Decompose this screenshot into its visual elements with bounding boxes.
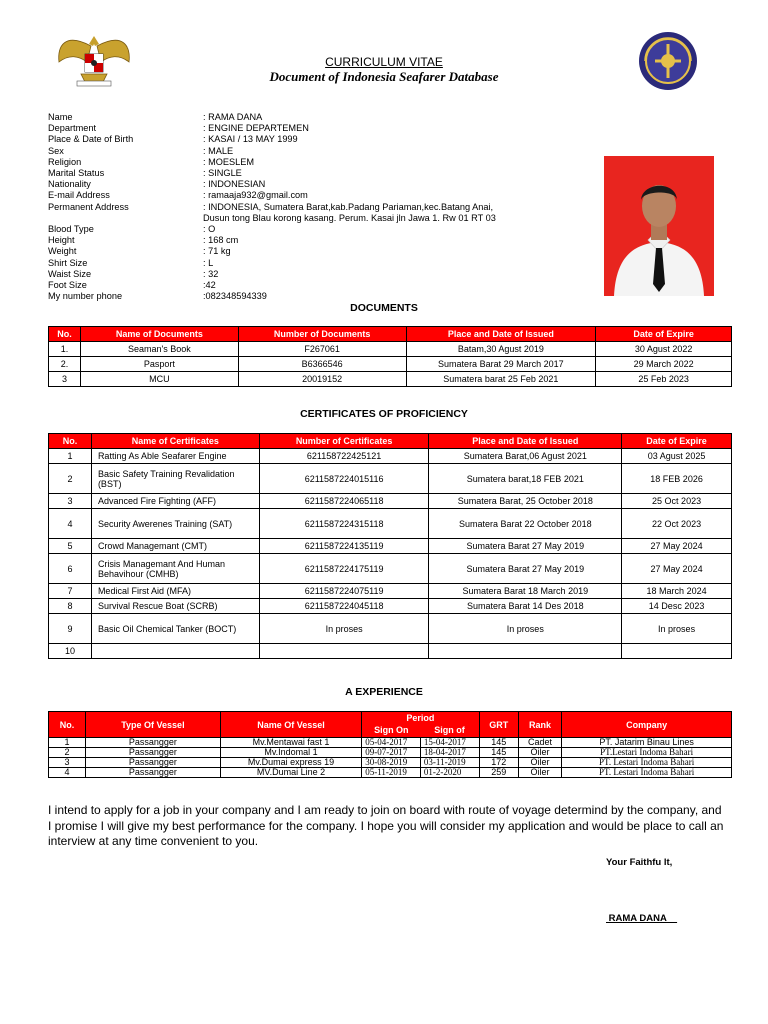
info-label: Religion: [48, 156, 82, 167]
info-value: : INDONESIAN: [203, 179, 266, 190]
cert-cell: In proses: [429, 614, 622, 644]
cert-cell: 27 May 2024: [622, 554, 732, 584]
table-row: [49, 509, 732, 539]
exp-cell: Passangger: [85, 768, 220, 778]
info-label: Permanent Address: [48, 201, 129, 212]
doc-col-3: Place and Date of Issued: [406, 327, 596, 342]
cert-cell: Sumatera Barat,06 Agust 2021: [429, 449, 622, 464]
experience-table: [48, 711, 732, 778]
info-label: My number phone: [48, 291, 123, 302]
table-row: [49, 372, 732, 387]
cert-col-0: No.: [49, 434, 92, 449]
doc-cell: 30 Agust 2022: [596, 342, 732, 357]
cert-col-2: Number of Certificates: [259, 434, 429, 449]
doc-cell: 29 March 2022: [596, 357, 732, 372]
info-label: Name: [48, 112, 73, 122]
exp-cell: Oiler: [518, 748, 562, 758]
info-row: [48, 134, 496, 145]
info-value: : L: [203, 257, 214, 268]
cert-cell: 03 Agust 2025: [622, 449, 732, 464]
info-label: Blood Type: [48, 224, 94, 235]
info-value: : MALE: [203, 145, 234, 156]
table-row: [49, 614, 732, 644]
cert-cell: 621158722425121: [259, 449, 429, 464]
info-label: Nationality: [48, 179, 91, 190]
info-row: [48, 258, 496, 269]
cert-cell: 27 May 2024: [622, 539, 732, 554]
info-label: [48, 213, 203, 224]
cert-cell: 10: [49, 644, 92, 659]
exp-col-sign-on: Sign On: [362, 723, 421, 738]
exp-col-type: Type Of Vessel: [85, 712, 220, 738]
info-label: Shirt Size: [48, 257, 88, 268]
doc-cell: MCU: [80, 372, 238, 387]
table-row: [49, 357, 732, 372]
doc-col-0: No.: [49, 327, 81, 342]
info-value: : MOESLEM: [203, 156, 255, 167]
exp-cell: PT. Lestari Indoma Bahari: [562, 768, 732, 778]
exp-col-grt: GRT: [479, 712, 518, 738]
doc-cell: Sumatera barat 25 Feb 2021: [406, 372, 596, 387]
info-label: Waist Size: [48, 268, 92, 279]
exp-cell: Cadet: [518, 738, 562, 748]
doc-cell: Batam,30 Agust 2019: [406, 342, 596, 357]
experience-heading: A EXPERIENCE: [345, 686, 423, 698]
doc-cell: F267061: [238, 342, 406, 357]
cert-cell: 6: [49, 554, 92, 584]
cert-cell: Sumatera Barat 14 Des 2018: [429, 599, 622, 614]
exp-cell: Oiler: [518, 768, 562, 778]
info-row: [48, 123, 496, 134]
cert-cell: 8: [49, 599, 92, 614]
cert-cell: 14 Desc 2023: [622, 599, 732, 614]
doc-cell: 20019152: [238, 372, 406, 387]
table-row: [49, 464, 732, 494]
cert-cell: Survival Rescue Boat (SCRB): [91, 599, 259, 614]
cert-cell: 25 Oct 2023: [622, 494, 732, 509]
cert-cell: Security Awerenes Training (SAT): [91, 509, 259, 539]
cert-cell: In proses: [259, 614, 429, 644]
info-label: Weight: [48, 246, 77, 257]
info-value: : ramaaja932@gmail.com: [203, 190, 308, 201]
exp-cell: MV.Dumai Line 2: [220, 768, 361, 778]
exp-cell: 18-04-2017: [420, 748, 479, 758]
info-label: Height: [48, 235, 75, 246]
exp-cell: Passangger: [85, 758, 220, 768]
cert-cell: Crisis Managemant And Human Behavihour (CMHB): [91, 554, 259, 584]
info-row: [48, 269, 496, 280]
document-subtitle: Document of Indonesia Seafarer Database: [269, 69, 499, 84]
cert-cell: 7: [49, 584, 92, 599]
doc-col-1: Name of Documents: [80, 327, 238, 342]
table-row: [49, 584, 732, 599]
table-row: [49, 738, 732, 748]
cert-cell: Sumatera Barat 27 May 2019: [429, 554, 622, 584]
cert-cell: 4: [49, 509, 92, 539]
doc-cell: Pasport: [80, 357, 238, 372]
cert-cell: 6211587224135119: [259, 539, 429, 554]
cert-cell: Advanced Fire Fighting (AFF): [91, 494, 259, 509]
cert-cell: Basic Safety Training Revalidation (BST): [91, 464, 259, 494]
info-row: [48, 280, 496, 291]
doc-col-2: Number of Documents: [238, 327, 406, 342]
info-value: : 32: [203, 268, 219, 279]
exp-cell: 3: [49, 758, 86, 768]
cert-cell: 6211587224315118: [259, 509, 429, 539]
info-value: : INDONESIA, Sumatera Barat,kab.Padang Pariaman,kec.Batang Anai,: [203, 201, 494, 212]
cert-cell: 18 FEB 2026: [622, 464, 732, 494]
cert-cell: [91, 644, 259, 659]
exp-cell: 145: [479, 748, 518, 758]
info-row: [48, 190, 496, 201]
table-row: [49, 748, 732, 758]
info-value: : 71 kg: [203, 246, 231, 257]
doc-cell: Seaman's Book: [80, 342, 238, 357]
cert-cell: 22 Oct 2023: [622, 509, 732, 539]
cert-cell: [429, 644, 622, 659]
cert-col-4: Date of Expire: [622, 434, 732, 449]
cert-cell: 1: [49, 449, 92, 464]
exp-cell: Passangger: [85, 748, 220, 758]
exp-cell: PT.Lestari Indoma Bahari: [562, 748, 732, 758]
info-row: [48, 112, 496, 123]
cert-cell: [622, 644, 732, 659]
cert-cell: 2: [49, 464, 92, 494]
exp-col-rank: Rank: [518, 712, 562, 738]
certificates-heading: CERTIFICATES OF PROFICIENCY: [300, 408, 468, 420]
info-row: [48, 202, 496, 213]
info-label: E-mail Address: [48, 190, 110, 201]
exp-cell: 30-08-2019: [362, 758, 421, 768]
cert-cell: 6211587224175119: [259, 554, 429, 584]
info-label: Sex: [48, 145, 64, 156]
info-label: Marital Status: [48, 168, 105, 179]
cert-cell: Sumatera Barat 18 March 2019: [429, 584, 622, 599]
table-row: [49, 539, 732, 554]
exp-cell: 2: [49, 748, 86, 758]
exp-cell: 09-07-2017: [362, 748, 421, 758]
documents-heading: DOCUMENTS: [350, 302, 418, 314]
cert-cell: 6211587224015116: [259, 464, 429, 494]
exp-cell: 01-2-2020: [420, 768, 479, 778]
cert-cell: Medical First Aid (MFA): [91, 584, 259, 599]
exp-cell: Passangger: [85, 738, 220, 748]
info-row: [48, 157, 496, 168]
exp-cell: Oiler: [518, 758, 562, 768]
exp-cell: 172: [479, 758, 518, 768]
personal-info: [48, 112, 496, 302]
table-row: [49, 494, 732, 509]
doc-cell: Sumatera Barat 29 March 2017: [406, 357, 596, 372]
info-row: [48, 168, 496, 179]
info-value: :082348594339: [203, 291, 267, 302]
cert-cell: Ratting As Able Seafarer Engine: [91, 449, 259, 464]
cert-col-3: Place and Date of Issued: [429, 434, 622, 449]
exp-cell: 1: [49, 738, 86, 748]
info-value: : KASAI / 13 MAY 1999: [203, 134, 298, 145]
info-row: [48, 235, 496, 246]
cert-cell: 5: [49, 539, 92, 554]
application-letter: I intend to apply for a job in your company and I am ready to join on board with route of voyage determind by the company, and I promise I will give my best performance for the company. I hope you will consider my application and would be place to call an interview at any time convenient to you.: [48, 803, 724, 848]
doc-cell: 1.: [49, 342, 81, 357]
info-row: [48, 213, 496, 224]
exp-cell: 05-11-2019: [362, 768, 421, 778]
info-value: : O: [203, 224, 216, 235]
info-value: : RAMA DANA: [203, 112, 263, 122]
info-label: Department: [48, 123, 97, 134]
exp-col-company: Company: [562, 712, 732, 738]
profile-photo: [604, 156, 714, 296]
exp-cell: PT. Jatarim Binau Lines: [562, 738, 732, 748]
cert-cell: In proses: [622, 614, 732, 644]
info-value: : SINGLE: [203, 168, 242, 179]
exp-col-no: No.: [49, 712, 86, 738]
table-row: [49, 449, 732, 464]
exp-cell: 03-11-2019: [420, 758, 479, 768]
cert-cell: Crowd Managemant (CMT): [91, 539, 259, 554]
exp-col-period: Period: [362, 712, 479, 724]
exp-cell: 05-04-2017: [362, 738, 421, 748]
cert-cell: 18 March 2024: [622, 584, 732, 599]
table-row: [49, 599, 732, 614]
table-row: [49, 554, 732, 584]
exp-col-name: Name Of Vessel: [220, 712, 361, 738]
doc-cell: 3: [49, 372, 81, 387]
documents-table: [48, 326, 732, 387]
cert-cell: Sumatera Barat 27 May 2019: [429, 539, 622, 554]
certificates-table: [48, 433, 732, 659]
exp-cell: Mv.Mentawai fast 1: [220, 738, 361, 748]
exp-col-sign-of: Sign of: [420, 723, 479, 738]
exp-cell: 145: [479, 738, 518, 748]
info-value: : ENGINE DEPARTEMEN: [203, 123, 309, 134]
doc-cell: 2.: [49, 357, 81, 372]
exp-cell: 259: [479, 768, 518, 778]
info-label: Place & Date of Birth: [48, 134, 134, 145]
exp-cell: 15-04-2017: [420, 738, 479, 748]
exp-cell: Mv.Indomal 1: [220, 748, 361, 758]
info-value: : 168 cm: [203, 235, 239, 246]
table-row: [49, 644, 732, 659]
info-row: [48, 179, 496, 190]
cert-cell: 9: [49, 614, 92, 644]
cert-cell: 6211587224045118: [259, 599, 429, 614]
cert-cell: 6211587224065118: [259, 494, 429, 509]
table-row: [49, 758, 732, 768]
document-title: CURRICULUM VITAE: [325, 55, 443, 69]
cert-cell: 6211587224075119: [259, 584, 429, 599]
signature-name: RAMA DANA: [606, 913, 678, 924]
cert-cell: [259, 644, 429, 659]
closing-phrase: Your Faithfu lt,: [606, 857, 673, 868]
info-row: [48, 146, 496, 157]
table-row: [49, 768, 732, 778]
cert-cell: Sumatera barat,18 FEB 2021: [429, 464, 622, 494]
cert-cell: Sumatera Barat 22 October 2018: [429, 509, 622, 539]
cert-cell: Basic Oil Chemical Tanker (BOCT): [91, 614, 259, 644]
info-row: [48, 224, 496, 235]
info-value: :42: [203, 280, 216, 291]
cert-cell: 3: [49, 494, 92, 509]
doc-cell: 25 Feb 2023: [596, 372, 732, 387]
info-value: Dusun tong Blau korong kasang. Perum. Kasai jln Jawa 1. Rw 01 RT 03: [203, 212, 496, 223]
exp-cell: 4: [49, 768, 86, 778]
doc-cell: B6366546: [238, 357, 406, 372]
table-row: [49, 342, 732, 357]
exp-cell: PT. Lestari Indoma Bahari: [562, 758, 732, 768]
cert-col-1: Name of Certificates: [91, 434, 259, 449]
exp-cell: Mv.Dumai express 19: [220, 758, 361, 768]
cert-cell: Sumatera Barat, 25 October 2018: [429, 494, 622, 509]
info-row: [48, 291, 496, 302]
info-label: Foot Size: [48, 280, 87, 291]
info-row: [48, 246, 496, 257]
doc-col-4: Date of Expire: [596, 327, 732, 342]
